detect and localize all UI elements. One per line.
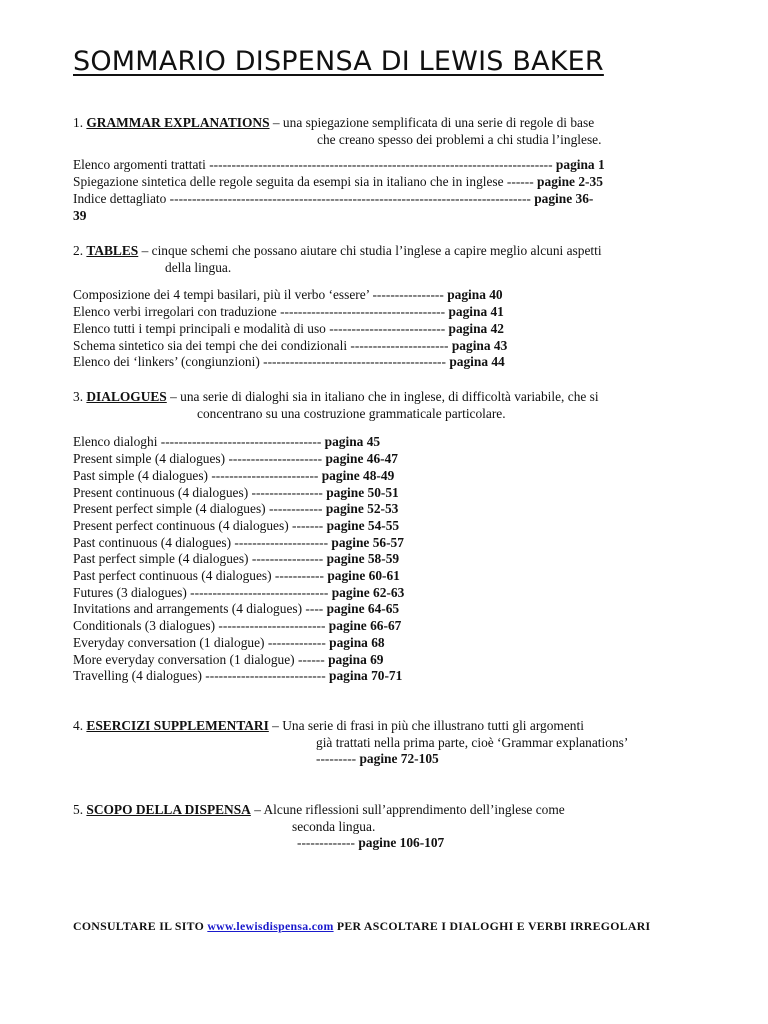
toc-row-page: pagine 50-51 <box>326 484 399 500</box>
section-number: 5. <box>73 802 87 817</box>
section-description-cont: che creano spesso dei problemi a chi studia l’inglese. <box>317 131 602 147</box>
toc-row-label: Everyday conversation (1 dialogue) ------------- <box>73 634 330 650</box>
section-name: SCOPO DELLA DISPENSA <box>86 802 251 817</box>
toc-row-page: pagina 42 <box>448 320 504 336</box>
website-link[interactable]: www.lewisdispensa.com <box>207 919 334 933</box>
toc-list <box>73 157 688 224</box>
toc-row-page: pagine 66-67 <box>328 618 402 634</box>
footer-text-after: PER ASCOLTARE I DIALOGHI E VERBI IRREGOLARI <box>333 919 651 933</box>
toc-row <box>73 518 688 535</box>
section-description-cont: concentrano su una costruzione grammaticale particolare. <box>197 405 506 421</box>
section-heading <box>73 389 688 406</box>
footer-text-before: CONSULTARE IL SITO <box>73 919 208 933</box>
section-heading <box>73 802 688 819</box>
section-description: – una serie di dialoghi sia in italiano che in inglese, di difficoltà variabile, che si <box>166 389 599 404</box>
toc-row <box>73 501 688 518</box>
toc-row-page: pagine 62-63 <box>331 584 405 600</box>
toc-row-label: Past continuous (4 dialogues) --------------------- <box>73 534 332 550</box>
toc-row-label: Elenco dei ‘linkers’ (congiunzioni) ----------------------------------------- <box>73 354 450 370</box>
toc-row-page: pagina 1 <box>555 157 605 173</box>
toc-row-label: Composizione dei 4 tempi basilari, più il verbo ‘essere’ ---------------- <box>73 287 448 303</box>
section-description: – Alcune riflessioni sull’apprendimento dell’inglese come <box>250 802 565 817</box>
toc-row-page: pagine 60-61 <box>327 568 400 584</box>
toc-row-page: pagina 44 <box>449 354 505 370</box>
toc-row-page: pagine 56-57 <box>331 534 404 550</box>
toc-row <box>73 304 688 321</box>
section-number: 4. <box>73 718 87 733</box>
toc-row <box>73 551 688 568</box>
toc-row <box>73 485 688 502</box>
toc-row <box>73 174 688 191</box>
toc-row <box>73 434 688 451</box>
toc-row <box>73 585 688 602</box>
toc-list <box>73 434 688 685</box>
toc-row-label: Past perfect continuous (4 dialogues) ----------- <box>73 568 328 584</box>
section-page-ref <box>73 751 688 768</box>
toc-row <box>73 208 688 225</box>
toc-row-label: Conditionals (3 dialogues) ------------------------ <box>73 618 329 634</box>
toc-row-label: Schema sintetico sia dei tempi che dei condizionali ---------------------- <box>73 337 452 353</box>
section-heading <box>73 243 688 260</box>
toc-row-page: pagina 69 <box>328 651 384 667</box>
toc-row-page: pagina 40 <box>447 287 503 303</box>
toc-row-page: pagine 52-53 <box>325 501 399 517</box>
section-number: 2. <box>73 243 87 258</box>
toc-row-label: Past simple (4 dialogues) ------------------------ <box>73 467 322 483</box>
section-name: GRAMMAR EXPLANATIONS <box>86 115 270 130</box>
toc-row-label: Spiegazione sintetica delle regole seguita da esempi sia in italiano che in inglese ------ <box>73 174 538 190</box>
toc-row-page: pagina 45 <box>324 434 381 450</box>
toc-row-label: Present perfect simple (4 dialogues) ------------ <box>73 501 326 517</box>
page-ref-dashes: ------------- <box>297 835 359 851</box>
section-description-cont: seconda lingua. <box>292 818 376 834</box>
toc-row-label: Invitations and arrangements (4 dialogues) ---- <box>73 601 327 617</box>
toc-row-page: pagine 58-59 <box>326 551 400 567</box>
section-scopo-della-dispensa <box>73 802 688 852</box>
section-description-cont: della lingua. <box>165 259 232 275</box>
toc-row <box>73 618 688 635</box>
section-page-ref <box>73 835 688 852</box>
toc-row-label: Elenco tutti i tempi principali e modalità di uso -------------------------- <box>73 320 449 336</box>
section-tables <box>73 243 688 371</box>
toc-list <box>73 287 688 371</box>
toc-row-page: pagina 43 <box>451 337 508 353</box>
section-heading <box>73 115 688 132</box>
toc-row-label: Futures (3 dialogues) ------------------------------- <box>73 584 332 600</box>
toc-row <box>73 287 688 304</box>
toc-row-page: pagine 36- <box>534 190 594 206</box>
toc-row <box>73 354 688 371</box>
footer-note <box>73 919 650 934</box>
toc-row <box>73 668 688 685</box>
toc-row <box>73 535 688 552</box>
toc-row <box>73 321 688 338</box>
page-ref-pages: pagine 106-107 <box>358 835 445 851</box>
toc-row-page: pagina 70-71 <box>329 668 403 684</box>
toc-row <box>73 157 688 174</box>
toc-row-label: Present simple (4 dialogues) --------------------- <box>73 451 326 467</box>
toc-row-label: Travelling (4 dialogues) --------------------------- <box>73 668 330 684</box>
toc-row-page: pagine 2-35 <box>537 174 603 190</box>
toc-row <box>73 568 688 585</box>
toc-row-page: pagina 41 <box>448 304 504 320</box>
section-grammar-explanations <box>73 115 688 224</box>
section-esercizi-supplementari <box>73 718 688 768</box>
section-name: DIALOGUES <box>86 389 167 404</box>
toc-row-label: Elenco dialoghi ------------------------------------ <box>73 434 325 450</box>
toc-row-label: More everyday conversation (1 dialogue) ------ <box>73 651 329 667</box>
toc-row <box>73 601 688 618</box>
toc-row-page: 39 <box>73 207 87 223</box>
section-description: – una spiegazione semplificata di una serie di regole di base <box>269 115 595 130</box>
toc-row <box>73 652 688 669</box>
page-title: SOMMARIO DISPENSA DI LEWIS BAKER <box>73 46 604 77</box>
toc-row-label: Elenco argomenti trattati ----------------------------------------------------------------------------- <box>73 157 556 173</box>
toc-row <box>73 338 688 355</box>
section-heading <box>73 718 688 735</box>
toc-row <box>73 468 688 485</box>
toc-row-label: Indice dettagliato --------------------------------------------------------------------------------- <box>73 190 535 206</box>
section-dialogues <box>73 389 688 685</box>
toc-row-page: pagine 46-47 <box>325 451 398 467</box>
section-description: – cinque schemi che possano aiutare chi studia l’inglese a capire meglio alcuni aspetti <box>138 243 602 258</box>
toc-row-page: pagine 64-65 <box>326 601 400 617</box>
section-description: – Una serie di frasi in più che illustrano tutti gli argomenti <box>268 718 584 733</box>
page-ref-dashes: --------- <box>316 751 360 767</box>
toc-row <box>73 635 688 652</box>
toc-row-label: Elenco verbi irregolari con traduzione ------------------------------------- <box>73 304 449 320</box>
toc-row-label: Past perfect simple (4 dialogues) ---------------- <box>73 551 327 567</box>
section-number: 1. <box>73 115 87 130</box>
section-name: ESERCIZI SUPPLEMENTARI <box>86 718 269 733</box>
toc-row <box>73 191 688 208</box>
section-description-cont: già trattati nella prima parte, cioè ‘Grammar explanations’ <box>316 734 629 750</box>
toc-row-page: pagine 48-49 <box>321 467 395 483</box>
section-name: TABLES <box>86 243 139 258</box>
toc-row-label: Present continuous (4 dialogues) ---------------- <box>73 484 327 500</box>
page-ref-pages: pagine 72-105 <box>359 751 439 767</box>
toc-row <box>73 451 688 468</box>
section-number: 3. <box>73 389 87 404</box>
toc-row-label: Present perfect continuous (4 dialogues) ------- <box>73 517 327 533</box>
toc-row-page: pagine 54-55 <box>326 517 400 533</box>
toc-row-page: pagina 68 <box>329 634 385 650</box>
